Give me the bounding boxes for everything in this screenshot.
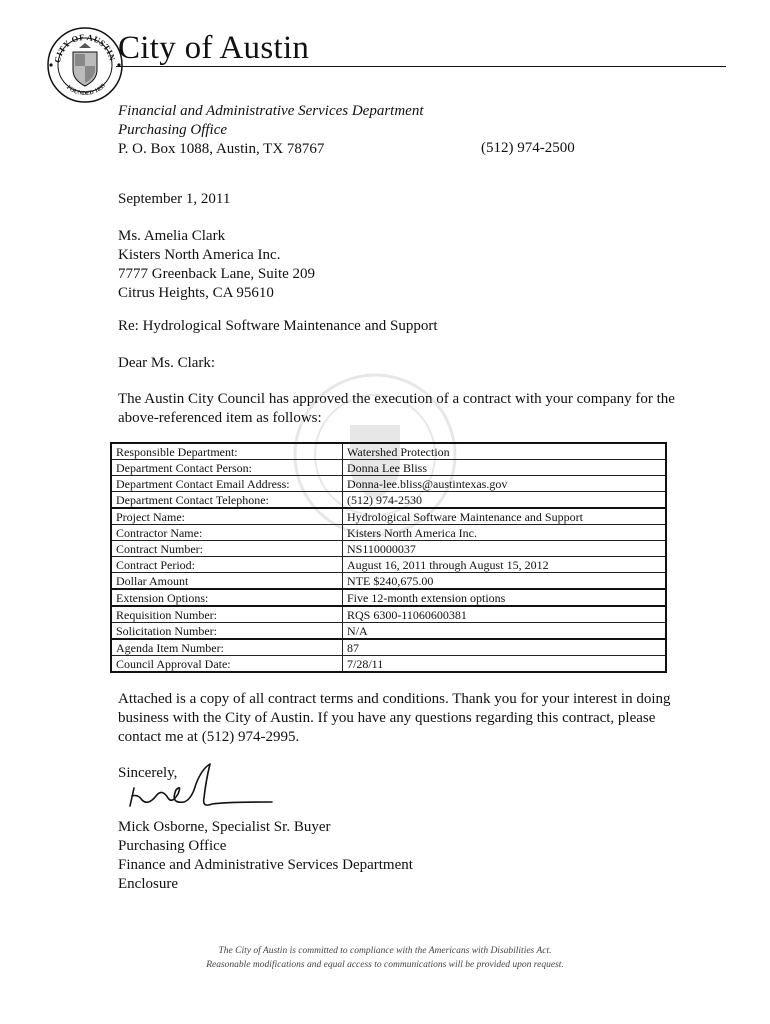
footer-ada-line: The City of Austin is committed to compliance with the Americans with Disabilities Act.: [218, 946, 552, 956]
svg-text:FOUNDED 1839: FOUNDED 1839: [65, 82, 107, 98]
enclosure-note: Enclosure: [118, 876, 178, 892]
row-label: Extension Options:: [111, 589, 343, 606]
row-label: Agenda Item Number:: [111, 639, 343, 656]
table-row: [111, 557, 666, 573]
row-value: Watershed Protection: [343, 443, 667, 460]
closing-paragraph: [118, 690, 671, 747]
row-label: Requisition Number:: [111, 606, 343, 623]
row-label: Solicitation Number:: [111, 623, 343, 640]
table-row: [111, 541, 666, 557]
table-row: [111, 606, 666, 623]
table-row: [111, 525, 666, 541]
signer-department: Finance and Administrative Services Department: [118, 857, 413, 873]
row-value: (512) 974-2530: [343, 492, 667, 509]
office-name: Purchasing Office: [118, 122, 228, 138]
row-label: Responsible Department:: [111, 443, 343, 460]
row-label: Department Contact Telephone:: [111, 492, 343, 509]
salutation: Dear Ms. Clark:: [118, 355, 216, 371]
table-row: [111, 476, 666, 492]
city-seal-logo: [46, 26, 124, 104]
city-title: City of Austin: [118, 30, 310, 66]
row-value: Kisters North America Inc.: [343, 525, 667, 541]
row-label: Project Name:: [111, 508, 343, 525]
row-value: Donna-lee.bliss@austintexas.gov: [343, 476, 667, 492]
row-label: Dollar Amount: [111, 573, 343, 590]
row-value: NS110000037: [343, 541, 667, 557]
table-row: [111, 573, 666, 590]
department-name: Financial and Administrative Services Department: [118, 103, 424, 119]
table-row: [111, 492, 666, 509]
closing-line: business with the City of Austin. If you have any questions regarding this contract, please: [118, 710, 656, 726]
intro-line: above-referenced item as follows:: [118, 410, 322, 426]
recipient-city: Citrus Heights, CA 95610: [118, 285, 274, 301]
handwritten-signature: [126, 760, 276, 820]
recipient-name: Ms. Amelia Clark: [118, 228, 226, 244]
table-row: [111, 508, 666, 525]
row-label: Contractor Name:: [111, 525, 343, 541]
closing-line: contact me at (512) 974-2995.: [118, 729, 300, 745]
row-label: Department Contact Person:: [111, 460, 343, 476]
table-row: [111, 460, 666, 476]
svg-text:CITY OF AUSTIN: CITY OF AUSTIN: [52, 31, 118, 64]
table-row: [111, 443, 666, 460]
signer-name: Mick Osborne, Specialist Sr. Buyer: [118, 819, 331, 835]
letter-date: September 1, 2011: [118, 191, 231, 207]
table-row: [111, 623, 666, 640]
office-phone: (512) 974-2500: [481, 140, 575, 156]
table-row: [111, 589, 666, 606]
row-label: Contract Period:: [111, 557, 343, 573]
row-label: Contract Number:: [111, 541, 343, 557]
signer-office: Purchasing Office: [118, 838, 227, 854]
recipient-block: [118, 227, 315, 303]
row-value: Five 12-month extension options: [343, 589, 667, 606]
row-value: Donna Lee Bliss: [343, 460, 667, 476]
row-value: August 16, 2011 through August 15, 2012: [343, 557, 667, 573]
signoff: Sincerely,: [118, 765, 178, 781]
table-row: [111, 656, 666, 673]
department-block: [118, 102, 424, 159]
row-value: 7/28/11: [343, 656, 667, 673]
row-value: Hydrological Software Maintenance and Support: [343, 508, 667, 525]
closing-line: Attached is a copy of all contract terms and conditions. Thank you for your interest in doing: [118, 691, 671, 707]
row-value: RQS 6300-11060600381: [343, 606, 667, 623]
mailing-address: P. O. Box 1088, Austin, TX 78767: [118, 141, 325, 157]
row-label: Department Contact Email Address:: [111, 476, 343, 492]
row-value: NTE $240,675.00: [343, 573, 667, 590]
row-label: Council Approval Date:: [111, 656, 343, 673]
contract-details-table: [110, 442, 667, 673]
footer-access-line: Reasonable modifications and equal access to communications will be provided upon request.: [206, 960, 564, 970]
title-rule: [116, 66, 726, 67]
recipient-company: Kisters North America Inc.: [118, 247, 281, 263]
row-value: N/A: [343, 623, 667, 640]
row-value: 87: [343, 639, 667, 656]
intro-line: The Austin City Council has approved the execution of a contract with your company for the: [118, 391, 675, 407]
subject-line: Re: Hydrological Software Maintenance and Support: [118, 318, 438, 334]
signature-block: [118, 818, 413, 894]
recipient-street: 7777 Greenback Lane, Suite 209: [118, 266, 316, 282]
table-row: [111, 639, 666, 656]
